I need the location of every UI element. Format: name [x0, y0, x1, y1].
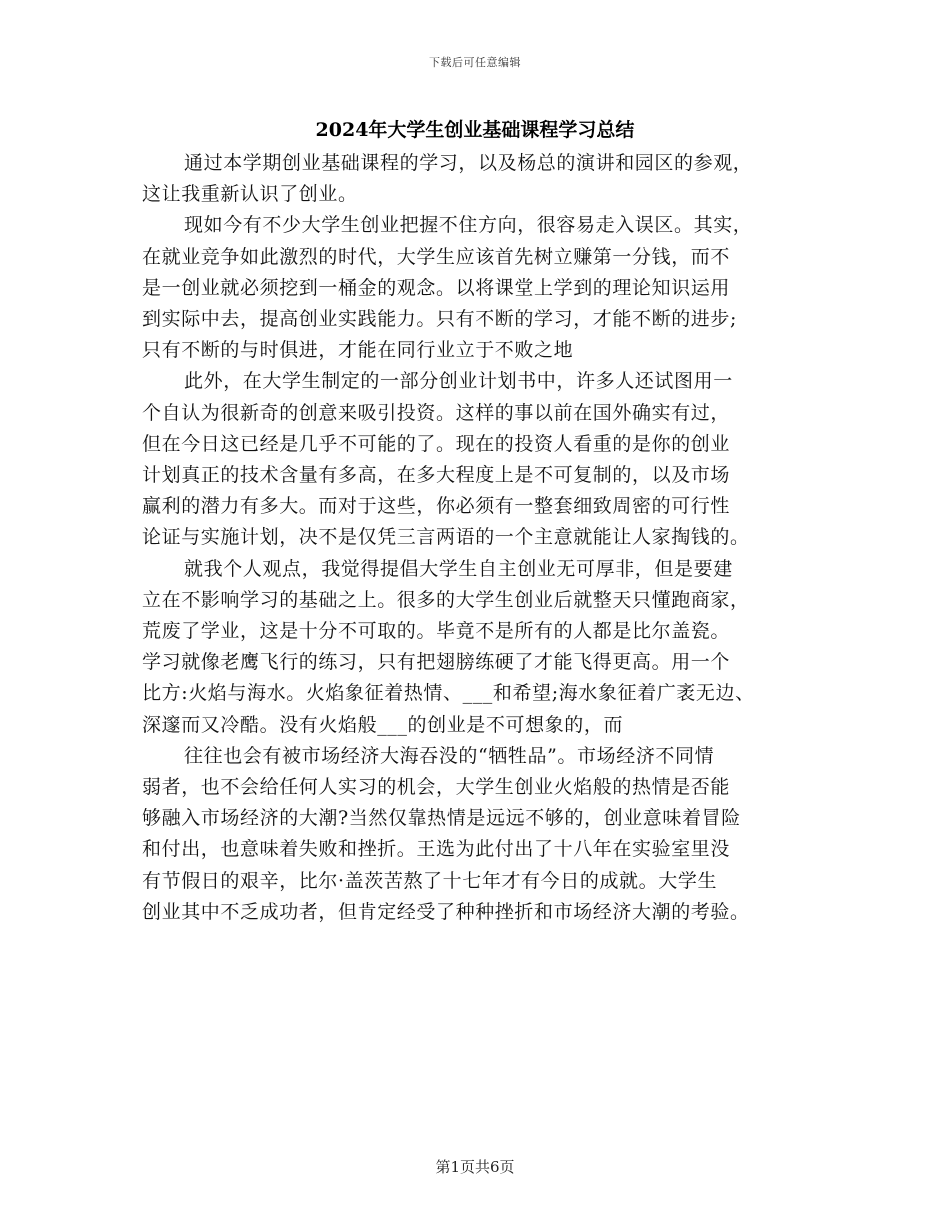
paragraph-line: 通过本学期创业基础课程的学习，以及杨总的演讲和园区的参观， — [184, 152, 753, 174]
paragraph-line: 有节假日的艰辛，比尔·盖茨苦熬了十七年才有今日的成就。大学生 — [142, 869, 718, 892]
paragraph-line: 弱者，也不会给任何人实习的机会，大学生创业火焰般的热情是否能 — [142, 776, 731, 799]
paragraph-line: 比方:火焰与海水。火焰象征着热情、___和希望;海水象征着广袤无边、 — [142, 682, 755, 705]
paragraph-line: 赢利的潜力有多大。而对于这些，你必须有一整套细致周密的可行性 — [142, 495, 731, 518]
paragraph-line: 计划真正的技术含量有多高，在多大程度上是不可复制的，以及市场 — [142, 464, 731, 487]
paragraph-line: 现如今有不少大学生创业把握不住方向，很容易走入误区。其实， — [184, 214, 753, 237]
paragraph — [142, 554, 814, 741]
header-note: 下载后可任意编辑 — [429, 56, 521, 69]
paragraph — [142, 148, 814, 210]
paragraph-line: 在就业竞争如此激烈的时代，大学生应该首先树立赚第一分钱，而不 — [142, 245, 731, 268]
paragraph-line: 够融入市场经济的大潮?当然仅靠热情是远远不够的，创业意味着冒险 — [142, 807, 741, 830]
paragraph-line: 荒废了学业，这是十分不可取的。毕竟不是所有的人都是比尔盖瓷。 — [142, 620, 731, 643]
paragraph-line: 论证与实施计划，决不是仅凭三言两语的一个主意就能让人家掏钱的。 — [142, 526, 750, 549]
paragraph-line: 是一创业就必须挖到一桶金的观念。以将课堂上学到的理论知识运用 — [142, 276, 731, 299]
paragraph-line: 创业其中不乏成功者，但肯定经受了种种挫折和市场经济大潮的考验。 — [142, 900, 750, 923]
paragraph-line: 只有不断的与时俱进，才能在同行业立于不败之地 — [142, 339, 574, 362]
paragraph-line: 这让我重新认识了创业。 — [142, 183, 358, 206]
paragraph-line: 深邃而又冷酷。没有火焰般___的创业是不可想象的，而 — [142, 713, 624, 736]
paragraph-line: 和付出，也意味着失败和挫折。王选为此付出了十八年在实验室里没 — [142, 838, 731, 861]
paragraph-line: 此外，在大学生制定的一部分创业计划书中，许多人还试图用一 — [184, 370, 733, 393]
paragraph-line: 到实际中去，提高创业实践能力。只有不断的学习，才能不断的进步; — [142, 308, 738, 331]
paragraph-line: 立在不影响学习的基础之上。很多的大学生创业后就整天只懂跑商家， — [142, 588, 750, 611]
paragraph — [142, 741, 814, 928]
paragraph-line: 往往也会有被市场经济大海吞没的“牺牲品”。市场经济不同情 — [184, 744, 715, 767]
document-body — [142, 148, 814, 928]
document-title: 2024年大学生创业基础课程学习总结 — [315, 119, 635, 141]
paragraph-line: 但在今日这已经是几乎不可能的了。现在的投资人看重的是你的创业 — [142, 432, 731, 455]
paragraph-line: 就我个人观点，我觉得提倡大学生自主创业无可厚非，但是要建 — [184, 557, 733, 580]
paragraph — [142, 210, 814, 366]
page-number-footer: 第1页共6页 — [435, 1158, 515, 1176]
paragraph-line: 个自认为很新奇的创意来吸引投资。这样的事以前在国外确实有过， — [142, 401, 731, 424]
paragraph-line: 学习就像老鹰飞行的练习，只有把翅膀练硬了才能飞得更高。用一个 — [142, 651, 731, 674]
paragraph — [142, 366, 814, 553]
